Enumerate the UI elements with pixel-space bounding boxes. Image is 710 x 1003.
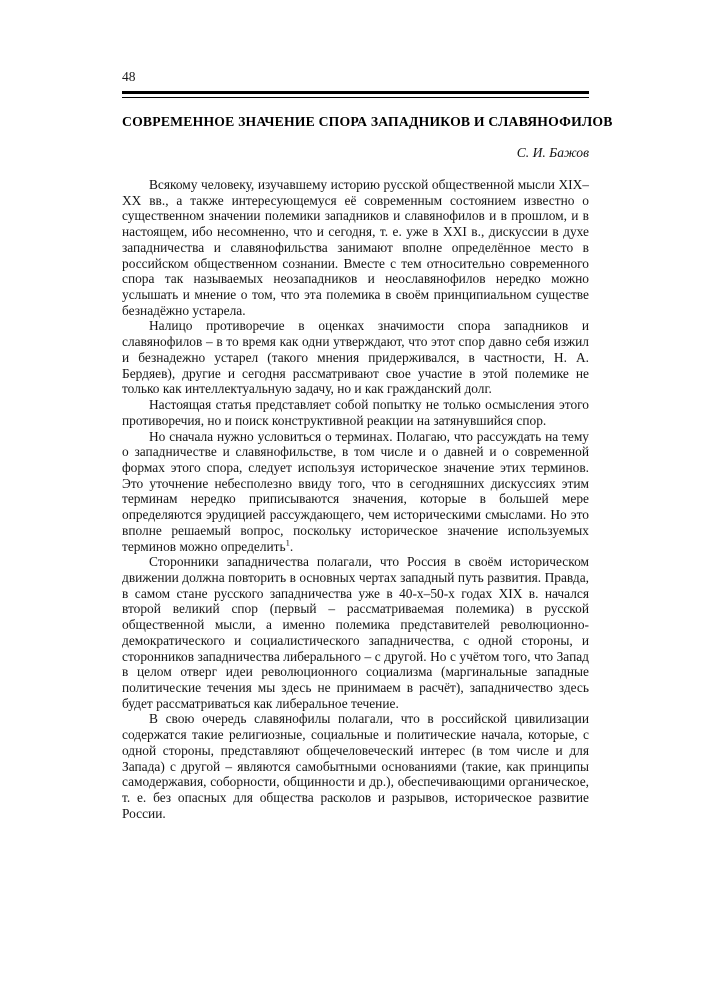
paragraph (122, 711, 589, 821)
paragraph-text: Настоящая статья представляет собой попытку не только осмысления этого противоречия, но и поиск конструктивной реакции на затянувшийся спор. (122, 397, 589, 428)
article-title: СОВРЕМЕННОЕ ЗНАЧЕНИЕ СПОРА ЗАПАДНИКОВ И СЛАВЯНОФИЛОВ (122, 114, 613, 129)
article-body (122, 177, 589, 821)
page-number: 48 (122, 69, 136, 84)
paragraph-text: Сторонники западничества полагали, что Россия в своём историческом движении должна повторить в основных чертах западный путь развития. Правда, в самом стане русского западничества уже в 40-х–50-х годах XIX в. начался второй великий спор (первый – рассматриваемая полемика) в русской общественной мысли, а именно полемика представителей революционно-демократического и социалистического западничества, с одной стороны, и сторонников западничества либерального – с другой. Но с учётом того, что Запад в целом отверг идеи революционного социализма (маргинальные западные политические течения мы здесь не принимаем в расчёт), западничество здесь будет рассматриваться как либеральное течение. (122, 554, 589, 711)
paragraph (122, 554, 589, 711)
header-rule (122, 91, 589, 98)
paragraph (122, 397, 589, 428)
paragraph-text-tail: . (289, 538, 294, 554)
paragraph-text: Налицо противоречие в оценках значимости спора западников и славянофилов – в то время как одни утверждают, что этот спор давно себя изжил и безнадежно устарел (такого мнения придерживался, в частности, Н. А. Бердяев), другие и сегодня рассматривают свое участие в этой полемике не только как интеллектуальную задачу, но и как гражданский долг. (122, 318, 589, 397)
article-author: С. И. Бажов (516, 145, 589, 160)
paragraph (122, 177, 589, 318)
paragraph-text: Всякому человеку, изучавшему историю русской общественной мысли XIX–XX вв., а также интересующемуся её современным состоянием известно о существенном значении полемики западников и славянофилов и в прошлом, и в настоящем, ибо несомненно, что и сегодня, т. е. уже в XXI в., дискуссии в духе западничества и славянофильства занимают вполне определённое место в российском общественном сознании. Вместе с тем относительно современного спора так называемых неозападников и неославянофилов нередко можно услышать и мнение о том, что эта полемика в своём принципиальном существе безнадёжно устарела. (122, 177, 589, 318)
paragraph-text: Но сначала нужно условиться о терминах. Полагаю, что рассуждать на тему о западничестве и славянофильстве, в том числе и о давней и о современной формах этого спора, следует используя историческое значение этих терминов. Это уточнение небесполезно ввиду того, что в сегодняшних дискуссиях этим терминам нередко приписываются значения, которые в большей мере определяются эрудицией рассуждающего, чем историческими смыслами. Но это вполне решаемый вопрос, поскольку историческое значение используемых терминов можно определить (122, 428, 589, 554)
paragraph-text: В свою очередь славянофилы полагали, что в российской цивилизации содержатся такие религиозные, социальные и политические начала, которые, с одной стороны, представляют общечеловеческий интерес (в том числе и для Запада) с другой – являются самобытными основаниями (такие, как принципы самодержавия, соборности, общинности и др.), обеспечивающими органическое, т. е. без опасных для общества расколов и разрывов, историческое развитие России. (122, 711, 589, 821)
page-content (122, 0, 613, 1003)
paragraph (122, 429, 589, 555)
footnote-marker: 1 (285, 537, 290, 548)
paragraph (122, 318, 589, 397)
